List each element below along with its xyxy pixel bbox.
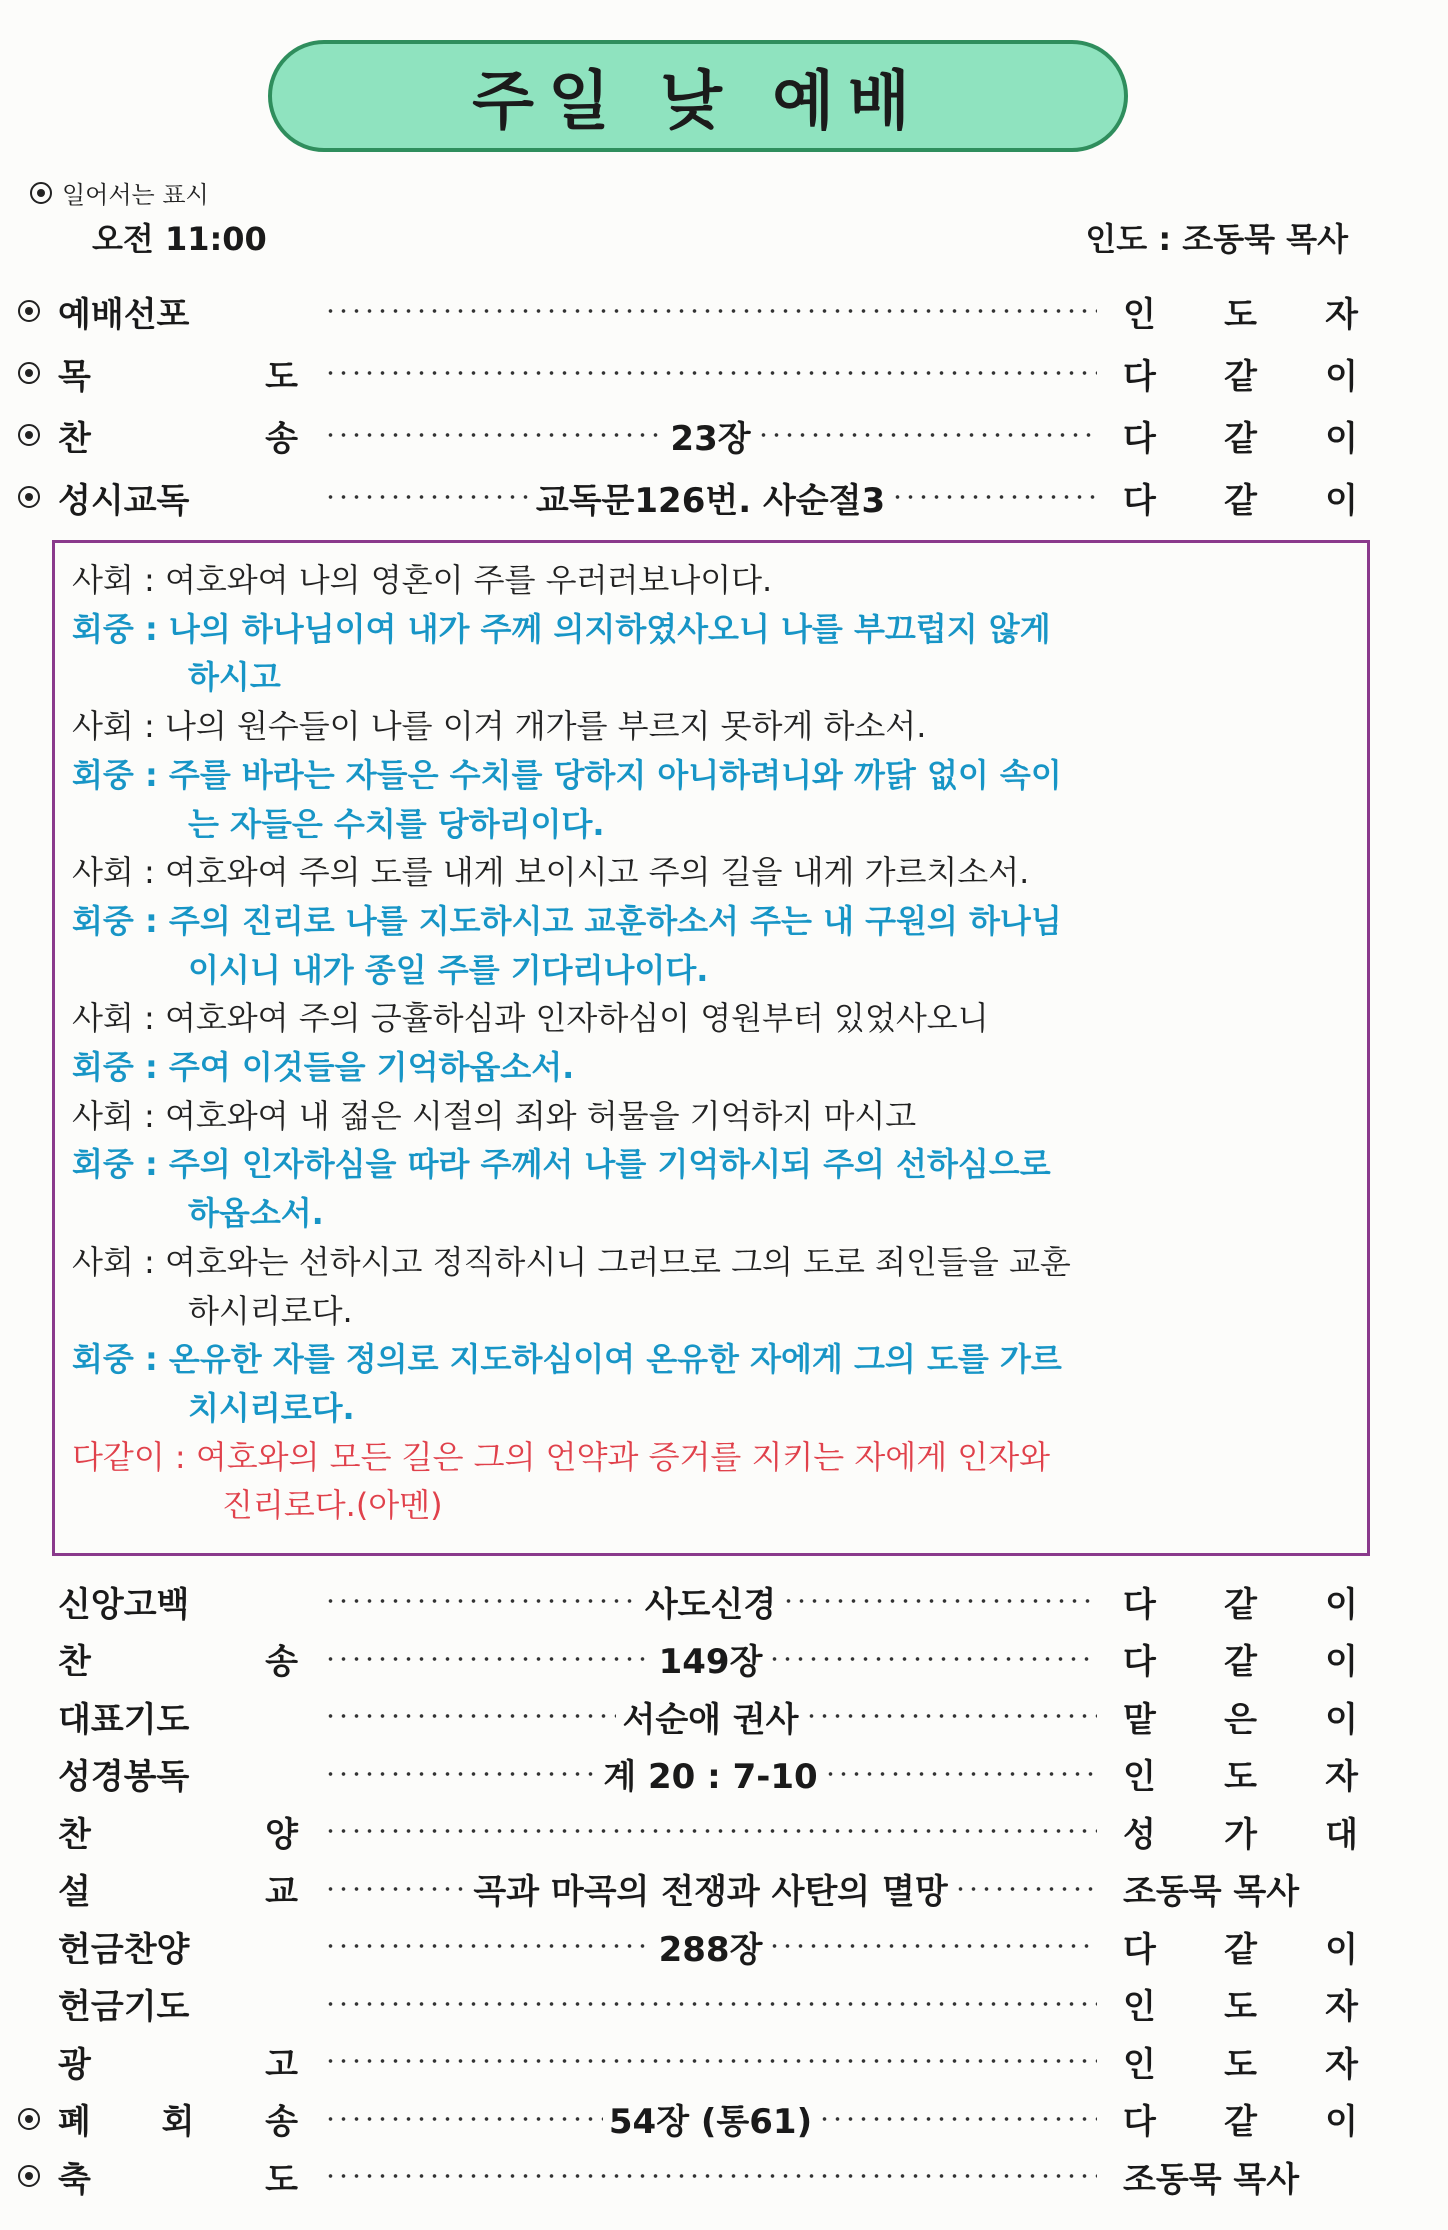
item-performer xyxy=(1123,2037,1358,2086)
leader-dots xyxy=(824,1772,1097,1776)
performer-char: 같 xyxy=(1224,418,1257,459)
reading-line: 회중 : 주의 진리로 나를 지도하시고 교훈하소서 주는 내 구원의 하나님 xyxy=(72,901,1062,940)
content-text: 서순애 권사 xyxy=(622,1699,799,1740)
performer-char: 인 xyxy=(1123,1757,1156,1797)
performer-char: 다 xyxy=(1123,1929,1156,1970)
performer-char: 자 xyxy=(1325,2044,1358,2085)
legend-text: 일어서는 표시 xyxy=(62,181,209,209)
label-char: 찬 xyxy=(58,418,91,459)
label-char: 고 xyxy=(265,2044,298,2085)
label-char: 신앙고백 xyxy=(58,1584,190,1625)
content-text: 54장 (통61) xyxy=(608,2102,813,2142)
reading-line: 회중 : 온유한 자를 정의로 지도하심이여 온유한 자에게 그의 도를 가르 xyxy=(72,1340,1062,1379)
service-leader: 인도 : 조동묵 목사 xyxy=(1085,220,1348,258)
title-banner xyxy=(268,40,1128,152)
item-content xyxy=(318,2174,1103,2178)
performer-char: 이 xyxy=(1325,1699,1358,1740)
item-performer xyxy=(1123,411,1358,460)
order-item xyxy=(18,1803,1398,1859)
performer-char: 도 xyxy=(1224,1757,1257,1797)
label-char: 폐 xyxy=(58,2102,91,2142)
reading-line: 는 자들은 수치를 당하리이다. xyxy=(188,804,605,843)
mark-slot xyxy=(18,486,58,508)
item-content xyxy=(318,1634,1103,1683)
item-performer xyxy=(1123,1692,1358,1741)
item-content xyxy=(318,1922,1103,1971)
label-char: 찬 xyxy=(58,1814,91,1855)
label-char: 회 xyxy=(161,2102,195,2142)
label-char: 목 xyxy=(58,356,91,397)
performer-char: 가 xyxy=(1224,1814,1257,1855)
order-item xyxy=(18,1861,1398,1917)
item-performer xyxy=(1123,1577,1358,1626)
content-text: 149장 xyxy=(658,1642,763,1682)
performer-char: 같 xyxy=(1224,1642,1257,1682)
label-char: 헌금찬양 xyxy=(58,1929,190,1970)
performer-char: 맡 xyxy=(1123,1699,1156,1740)
item-label xyxy=(58,1634,318,1683)
item-content xyxy=(318,1749,1103,1798)
label-char: 도 xyxy=(265,356,298,397)
label-char: 송 xyxy=(265,2102,298,2142)
order-item xyxy=(18,469,1398,525)
order-item xyxy=(18,1631,1398,1687)
performer-char: 다 xyxy=(1123,1584,1156,1625)
item-performer xyxy=(1123,1749,1358,1798)
performer-char: 다 xyxy=(1123,2102,1156,2142)
label-char: 교 xyxy=(265,1872,298,1912)
leader-dots xyxy=(324,2002,1097,2006)
service-header xyxy=(92,214,1348,260)
label-char: 송 xyxy=(265,418,298,459)
label-char: 성시교독 xyxy=(58,480,190,521)
content-text: 288장 xyxy=(658,1929,763,1970)
order-item xyxy=(18,1976,1398,2032)
leader-dots xyxy=(805,1714,1097,1718)
performer-char: 다 xyxy=(1123,480,1156,521)
performer-char: 도 xyxy=(1224,294,1257,335)
performer-char: 자 xyxy=(1325,1987,1358,2027)
performer-char: 이 xyxy=(1325,2102,1358,2142)
item-content xyxy=(318,309,1103,313)
label-char: 성경봉독 xyxy=(58,1757,190,1797)
leader-dots xyxy=(768,1657,1097,1661)
label-char: 양 xyxy=(265,1814,298,1855)
item-performer xyxy=(1123,1979,1358,2028)
item-label xyxy=(58,1577,318,1626)
performer-char: 다 xyxy=(1123,356,1156,397)
reading-line: 사회 : 여호와여 나의 영혼이 주를 우러러보나이다. xyxy=(72,561,773,599)
content-text: 교독문126번. 사순절3 xyxy=(535,480,886,521)
item-performer xyxy=(1123,473,1358,522)
item-performer xyxy=(1123,1864,1358,1913)
reading-line: 하시리로다. xyxy=(188,1291,353,1330)
stand-marker-icon xyxy=(18,486,40,508)
item-performer xyxy=(1123,287,1358,336)
performer-char: 같 xyxy=(1224,2102,1257,2142)
reading-line: 다같이 : 여호와의 모든 길은 그의 언약과 증거를 지키는 자에게 인자와 xyxy=(72,1437,1051,1476)
legend xyxy=(30,175,209,210)
page-title: 주일 낮 예배 xyxy=(472,65,924,139)
leader-dots xyxy=(818,2117,1097,2121)
item-content xyxy=(318,473,1103,522)
item-label xyxy=(58,1692,318,1741)
leader-dots xyxy=(324,1944,653,1948)
item-performer xyxy=(1123,2152,1358,2201)
stand-marker-icon xyxy=(18,362,40,384)
item-label xyxy=(58,349,318,398)
leader-dots xyxy=(954,1887,1097,1891)
leader-dots xyxy=(324,371,1097,375)
mark-slot xyxy=(18,2108,58,2130)
label-char: 예배선포 xyxy=(58,294,190,335)
item-label xyxy=(58,2037,318,2086)
item-performer xyxy=(1123,349,1358,398)
item-content xyxy=(318,411,1103,460)
item-label xyxy=(58,411,318,460)
performer-char: 자 xyxy=(1325,1757,1358,1797)
reading-line: 사회 : 여호와여 주의 긍휼하심과 인자하심이 영원부터 있었사오니 xyxy=(72,999,989,1038)
item-label xyxy=(58,1922,318,1971)
performer-char: 자 xyxy=(1325,294,1358,335)
order-item xyxy=(18,1573,1398,1629)
reading-line: 회중 : 나의 하나님이여 내가 주께 의지하였사오니 나를 부끄럽지 않게 xyxy=(72,609,1051,648)
item-label xyxy=(58,287,318,336)
stand-marker-icon xyxy=(18,300,40,322)
label-char: 대표기도 xyxy=(58,1699,190,1740)
mark-slot xyxy=(18,300,58,322)
performer-char: 조동묵 목사 xyxy=(1123,2159,1300,2200)
performer-char: 은 xyxy=(1224,1699,1257,1740)
leader-dots xyxy=(324,2117,603,2121)
reading-line: 하시고 xyxy=(188,658,281,697)
mark-slot xyxy=(18,424,58,446)
performer-char: 도 xyxy=(1224,1987,1257,2027)
order-item xyxy=(18,1746,1398,1802)
reading-line: 회중 : 주의 인자하심을 따라 주께서 나를 기억하시되 주의 선하심으로 xyxy=(72,1145,1051,1184)
performer-char: 다 xyxy=(1123,418,1156,459)
item-content xyxy=(318,2094,1103,2143)
reading-line: 하옵소서. xyxy=(188,1194,324,1233)
label-char: 설 xyxy=(58,1872,91,1912)
performer-char: 이 xyxy=(1325,418,1358,459)
item-label xyxy=(58,2152,318,2201)
leader-dots xyxy=(324,433,664,437)
performer-char: 다 xyxy=(1123,1642,1156,1682)
item-label xyxy=(58,2094,318,2143)
content-text: 계 20 : 7-10 xyxy=(603,1757,818,1797)
leader-dots xyxy=(324,1714,616,1718)
performer-char: 이 xyxy=(1325,356,1358,397)
order-item xyxy=(18,2091,1398,2147)
reading-line: 회중 : 주를 바라는 자들은 수치를 당하지 아니하려니와 까닭 없이 속이 xyxy=(72,755,1062,794)
reading-line: 치시리로다. xyxy=(188,1388,355,1427)
leader-dots xyxy=(324,2059,1097,2063)
order-item xyxy=(18,407,1398,463)
stand-marker-icon xyxy=(18,2165,40,2187)
label-char: 찬 xyxy=(58,1642,91,1682)
performer-char: 같 xyxy=(1224,1929,1257,1970)
performer-char: 같 xyxy=(1224,1584,1257,1625)
leader-dots xyxy=(324,495,530,499)
reading-line: 회중 : 주여 이것들을 기억하옵소서. xyxy=(72,1048,575,1086)
item-performer xyxy=(1123,1922,1358,1971)
content-text: 23장 xyxy=(670,418,751,459)
order-item xyxy=(18,1688,1398,1744)
mark-slot xyxy=(18,2165,58,2187)
performer-char: 조동묵 목사 xyxy=(1123,1872,1300,1912)
performer-char: 인 xyxy=(1123,2044,1156,2085)
item-performer xyxy=(1123,2094,1358,2143)
stand-marker-icon xyxy=(18,2108,40,2130)
label-char: 헌금기도 xyxy=(58,1987,190,2027)
performer-char: 인 xyxy=(1123,294,1156,335)
performer-char: 인 xyxy=(1123,1987,1156,2027)
order-item xyxy=(18,2148,1398,2204)
leader-dots xyxy=(324,2174,1097,2178)
item-label xyxy=(58,1979,318,2028)
stand-marker-icon xyxy=(30,182,52,204)
service-time: 오전 11:00 xyxy=(92,220,267,258)
performer-char: 이 xyxy=(1325,1642,1358,1682)
item-content xyxy=(318,371,1103,375)
item-content xyxy=(318,1864,1103,1913)
leader-dots xyxy=(324,1887,467,1891)
reading-line: 사회 : 나의 원수들이 나를 이겨 개가를 부르지 못하게 하소서. xyxy=(72,707,927,746)
leader-dots xyxy=(757,433,1097,437)
item-content xyxy=(318,1577,1103,1626)
reading-line: 이시니 내가 종일 주를 기다리나이다. xyxy=(188,950,709,989)
performer-char: 같 xyxy=(1224,356,1257,397)
leader-dots xyxy=(324,309,1097,313)
reading-line: 진리로다.(아멘) xyxy=(222,1486,443,1525)
order-item xyxy=(18,283,1398,339)
order-item xyxy=(18,345,1398,401)
performer-char: 도 xyxy=(1224,2044,1257,2085)
mark-slot xyxy=(18,362,58,384)
order-item xyxy=(18,2033,1398,2089)
performer-char: 이 xyxy=(1325,1929,1358,1970)
label-char: 송 xyxy=(265,1642,298,1682)
stand-marker-icon xyxy=(18,424,40,446)
leader-dots xyxy=(782,1599,1097,1603)
leader-dots xyxy=(324,1829,1097,1833)
performer-char: 성 xyxy=(1123,1814,1156,1855)
item-content xyxy=(318,1829,1103,1833)
label-char: 광 xyxy=(58,2044,91,2085)
label-char: 축 xyxy=(58,2159,91,2200)
item-label xyxy=(58,1749,318,1798)
leader-dots xyxy=(324,1599,639,1603)
leader-dots xyxy=(768,1944,1097,1948)
item-content xyxy=(318,1692,1103,1741)
leader-dots xyxy=(324,1772,597,1776)
label-char: 도 xyxy=(265,2159,298,2200)
reading-line: 사회 : 여호와는 선하시고 정직하시니 그러므로 그의 도로 죄인들을 교훈 xyxy=(72,1242,1071,1281)
item-content xyxy=(318,2059,1103,2063)
performer-char: 이 xyxy=(1325,1584,1358,1625)
performer-char: 같 xyxy=(1224,480,1257,521)
item-performer xyxy=(1123,1634,1358,1683)
item-content xyxy=(318,2002,1103,2006)
content-text: 곡과 마곡의 전쟁과 사탄의 멸망 xyxy=(473,1872,948,1912)
order-item xyxy=(18,1918,1398,1974)
item-performer xyxy=(1123,1807,1358,1856)
item-label xyxy=(58,1807,318,1856)
item-label xyxy=(58,1864,318,1913)
content-text: 사도신경 xyxy=(644,1584,777,1625)
leader-dots xyxy=(891,495,1097,499)
reading-line: 사회 : 여호와여 내 젊은 시절의 죄와 허물을 기억하지 마시고 xyxy=(72,1096,917,1135)
performer-char: 이 xyxy=(1325,480,1358,521)
reading-line: 사회 : 여호와여 주의 도를 내게 보이시고 주의 길을 내게 가르치소서. xyxy=(72,853,1030,892)
item-label xyxy=(58,473,318,522)
leader-dots xyxy=(324,1657,653,1661)
performer-char: 대 xyxy=(1325,1814,1358,1855)
